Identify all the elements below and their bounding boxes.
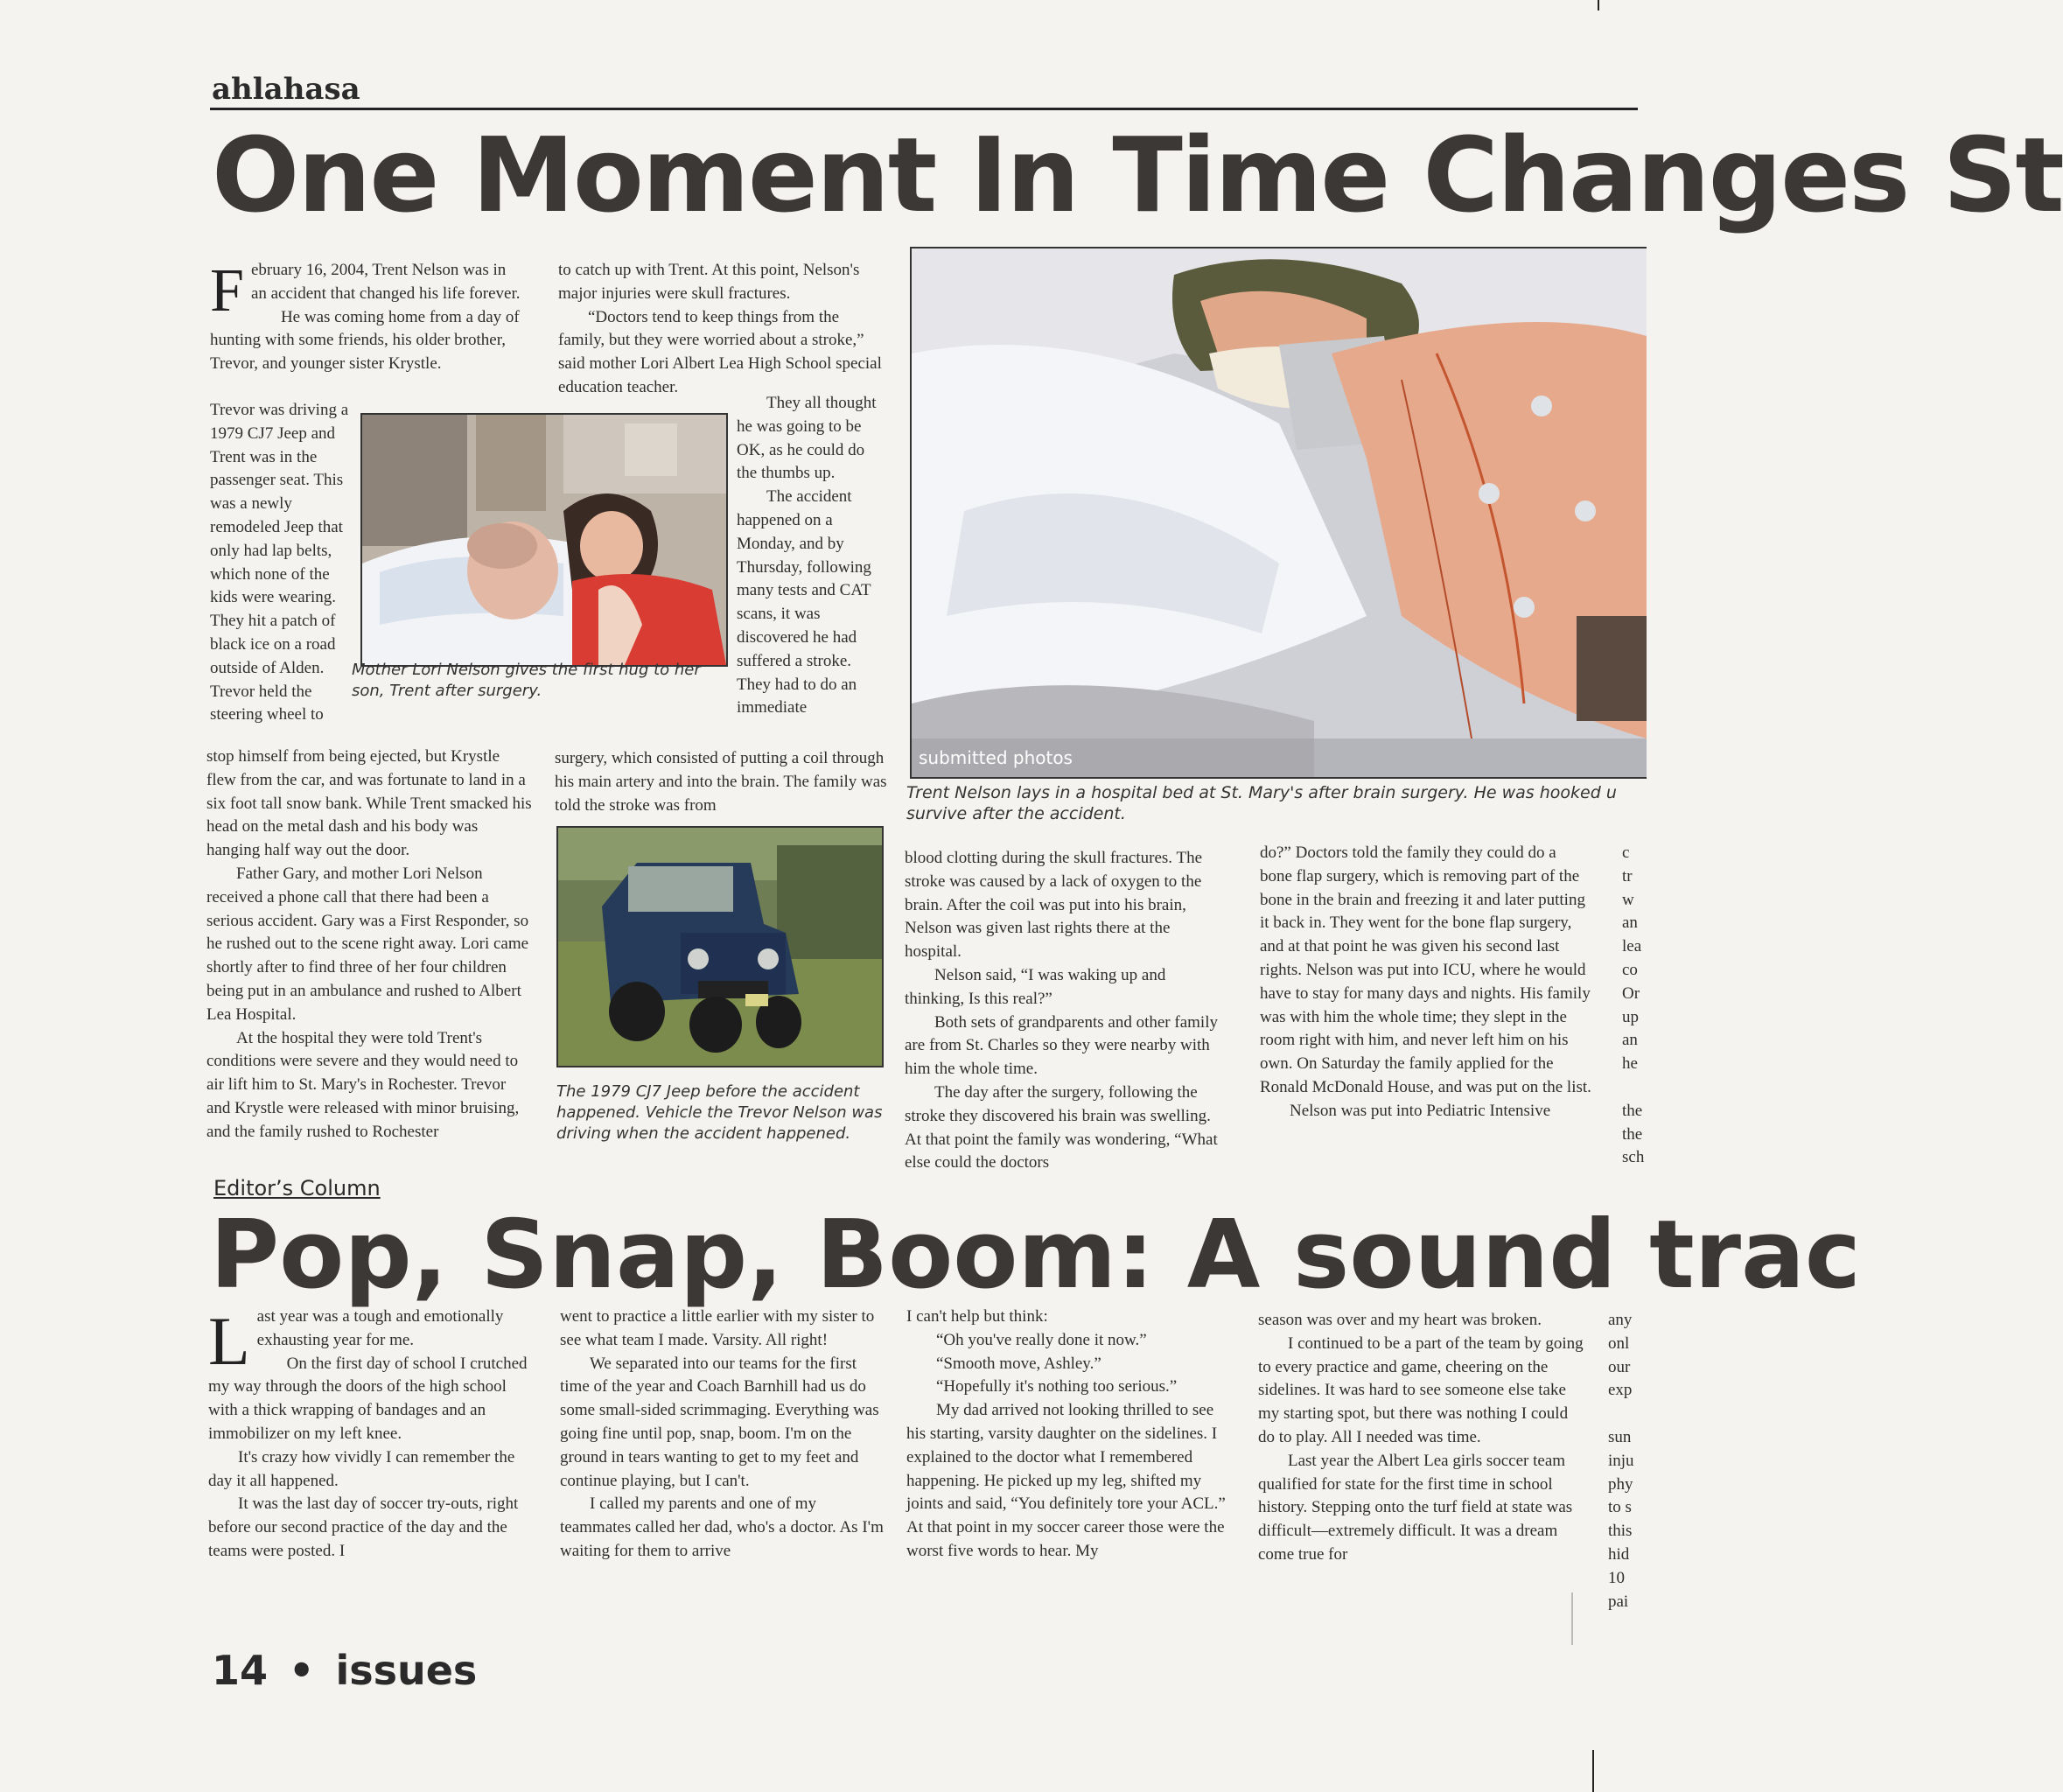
fragment: inju — [1608, 1451, 1634, 1470]
fragment: w — [1622, 890, 1634, 909]
masthead: ahlahasa — [212, 72, 360, 107]
fragment: hid — [1608, 1544, 1630, 1564]
paragraph: do?” Doctors told the family they could do a bone flap surgery, which is removing part of the bone in the brain and freezing it and later putting it back in. They went for the bone flap surgery, and at that point he was given his second last rights. Nelson was put into ICU, where he would have to stay for many days and nights. His family was with him the whole time; they slept in the room right with him, and never left him on his own. On Saturday the family applied for the Ronald McDonald House, and was put on the list. — [1260, 844, 1591, 1096]
paragraph: The accident happened on a Monday, and by Thursday, following many tests and CAT scans, it was discovered he had suffered a stroke. They had to do an immediate — [737, 487, 871, 718]
photo-jeep-image — [558, 828, 882, 1066]
fragment: sch — [1622, 1148, 1645, 1167]
paragraph: Trevor was driving a 1979 CJ7 Jeep and Trent was in the passenger seat. This was a newly remodeled Jeep that only had lap belts, which none of the kids were wearing. They hit a patch of black ice on a road outside of Alden. Trevor held the steering wheel to — [210, 401, 349, 724]
paragraph: “Smooth move, Ashley.” — [936, 1354, 1101, 1373]
photo-hospital-bed-caption: Trent Nelson lays in a hospital bed at St. Mary's after brain surgery. He was hooked u survive after the accident. — [906, 783, 1617, 823]
paragraph: We separated into our teams for the first time of the year and Coach Barnhill had us do some small-sided scrimmaging. Everything was going fine until pop, snap, boom. I'm on the ground in tears wanting to get to my feet and continue playing, but I can't. — [560, 1354, 879, 1490]
fragment: lea — [1622, 937, 1642, 956]
paragraph: to catch up with Trent. At this point, Nelson's major injuries were skull fractures. — [558, 261, 860, 303]
fragment: sun — [1608, 1427, 1632, 1446]
story2-col2 — [560, 1306, 885, 1614]
fragment: an — [1622, 914, 1638, 933]
story1-col2-top — [558, 259, 882, 396]
fragment: the — [1622, 1124, 1643, 1144]
paragraph: stop himself from being ejected, but Krystle flew from the car, and was fortunate to land in a six foot tall snow bank. While Trent smacked his head on the metal dash and his body was hanging half way out the door. — [206, 747, 532, 860]
crop-mark — [1598, 0, 1599, 10]
paragraph: Nelson was put into Pediatric Intensive — [1290, 1101, 1551, 1120]
story2-col1 — [208, 1303, 530, 1614]
editors-column-label: Editor’s Column — [213, 1176, 381, 1200]
story1-col3 — [905, 847, 1228, 1172]
paragraph: They all thought he was going to be OK, as he could do the thumbs up. — [737, 394, 877, 483]
photo-mother-hug-caption: Mother Lori Nelson gives the first hug to her son, Trent after surgery. — [352, 661, 701, 700]
paragraph: season was over and my heart was broken. — [1258, 1311, 1542, 1329]
fragment: our — [1608, 1357, 1631, 1376]
story1-col2-bottom — [555, 747, 887, 821]
fragment: tr — [1622, 866, 1633, 886]
paragraph: He was coming home from a day of hunting with some friends, his older brother, Trevor, and younger sister Krystle. — [210, 307, 520, 374]
paragraph: On the first day of school I crutched my way through the doors of the high school with a thick wrapping of bandages and an immobilizer on my left knee. — [208, 1354, 528, 1443]
footer-bullet: • — [289, 1647, 315, 1694]
crop-mark — [1571, 1592, 1573, 1645]
fragment: he — [1622, 1054, 1638, 1074]
paragraph: “Oh you've really done it now.” — [936, 1330, 1147, 1349]
paragraph: ebruary 16, 2004, Trent Nelson was in an accident that changed his life forever. — [250, 261, 521, 303]
paragraph: My dad arrived not looking thrilled to see his starting, varsity daughter on the sidelines. I explained to the doctor what I remembered happening. He picked up my leg, shifted my joints and said, “You definitely tore your ACL.” At that point in my soccer career those were the worst five words to hear. My — [906, 1401, 1226, 1560]
section-name: issues — [335, 1647, 478, 1694]
photo-credit: submitted photos — [919, 747, 1073, 768]
paragraph: It's crazy how vividly I can remember the day it all happened. — [208, 1447, 515, 1490]
story2-col4 — [1258, 1309, 1587, 1617]
masthead-rule — [210, 108, 1638, 110]
fragment: exp — [1608, 1381, 1633, 1400]
photo-mother-hug — [360, 413, 728, 667]
page-footer — [212, 1647, 477, 1694]
fragment: an — [1622, 1031, 1638, 1050]
story1-col5-cropped — [1622, 842, 1645, 1172]
fragment: the — [1622, 1101, 1643, 1120]
paragraph: Last year the Albert Lea girls soccer team qualified for state for the first time in school history. Stepping onto the turf field at state was difficult—extremely difficult. It was a dream come true for — [1258, 1451, 1573, 1564]
paragraph: It was the last day of soccer try-outs, right before our second practice of the day and the teams were posted. I — [208, 1494, 519, 1560]
paragraph: The day after the surgery, following the stroke they discovered his brain was swelling. At that point the family was wondering, “What else could the doctors — [905, 1082, 1218, 1172]
story1-col2-narrow — [737, 392, 885, 747]
fragment: up — [1622, 1007, 1639, 1026]
paragraph: I called my parents and one of my teammates called her dad, who's a doctor. As I'm waiting for them to arrive — [560, 1494, 884, 1560]
paragraph: “Hopefully it's nothing too serious.” — [936, 1377, 1178, 1396]
fragment: pai — [1608, 1592, 1629, 1611]
fragment: this — [1608, 1522, 1633, 1541]
paragraph: Father Gary, and mother Lori Nelson received a phone call that there had been a serious accident. Gary was a First Responder, so he rushed out to the scene right away. Lori came shortly after to find three of her four children being put in an ambulance and rushed to Albert Lea Hospital. — [206, 864, 529, 1024]
photo-hospital-bed — [910, 247, 1647, 779]
crop-mark — [1592, 1750, 1594, 1792]
fragment: onl — [1608, 1334, 1630, 1353]
photo-mother-hug-image — [362, 415, 726, 665]
photo-jeep — [556, 826, 884, 1068]
fragment — [1622, 1076, 1638, 1100]
story1-col4 — [1260, 842, 1592, 1172]
paragraph: I continued to be a part of the team by going to every practice and game, cheering on the sidelines. It was hard to see someone else take my starting spot, but there was nothing I could do to play. All I needed was time. — [1258, 1334, 1584, 1446]
paragraph: surgery, which consisted of putting a coil through his main artery and into the brain. The family was told the stroke was from — [555, 749, 887, 815]
fragment: to s — [1608, 1498, 1632, 1517]
paragraph: ast year was a tough and emotionally exhausting year for me. — [256, 1307, 504, 1349]
story2-col3 — [906, 1306, 1237, 1614]
paragraph: I can't help but think: — [906, 1307, 1048, 1326]
fragment: phy — [1608, 1474, 1633, 1494]
headline: One Moment In Time Changes St — [212, 115, 2063, 235]
fragment: any — [1608, 1311, 1633, 1329]
fragment: c — [1622, 844, 1630, 862]
story2-col5-cropped — [1608, 1309, 1638, 1617]
photo-hospital-bed-image — [912, 248, 1647, 777]
fragment: Or — [1622, 984, 1640, 1003]
fragment: co — [1622, 960, 1638, 979]
paragraph: went to practice a little earlier with my sister to see what team I made. Varsity. All right! — [560, 1307, 875, 1349]
fragment — [1608, 1403, 1638, 1426]
paragraph: Both sets of grandparents and other family are from St. Charles so they were nearby with him the whole time. — [905, 1012, 1218, 1079]
paragraph: Nelson said, “I was waking up and thinking, Is this real?” — [905, 965, 1166, 1008]
story1-col1-top — [210, 259, 525, 415]
page-number: 14 — [212, 1647, 269, 1694]
story1-col1-bottom — [206, 746, 532, 1169]
fragment: 10 — [1608, 1568, 1625, 1587]
story1-col1-narrow — [210, 399, 352, 742]
headline-editorial: Pop, Snap, Boom: A sound trac — [210, 1200, 1861, 1310]
paragraph: “Doctors tend to keep things from the family, but they were worried about a stroke,” said mother Lori Albert Lea High School special education teacher. — [558, 307, 882, 396]
drop-cap: L — [208, 1303, 250, 1379]
photo-jeep-caption: The 1979 CJ7 Jeep before the accident happened. Vehicle the Trevor Nelson was driving when the accident happened. — [556, 1082, 883, 1143]
drop-cap: F — [210, 257, 244, 325]
paragraph: At the hospital they were told Trent's conditions were severe and they would need to air lift him to St. Mary's in Rochester. Trevor and Krystle were released with minor bruising, and the family rushed to Rochester — [206, 1028, 520, 1141]
paragraph: blood clotting during the skull fractures. The stroke was caused by a lack of oxygen to the brain. After the coil was put into his brain, Nelson was given last rights there at the hospital. — [905, 849, 1202, 962]
